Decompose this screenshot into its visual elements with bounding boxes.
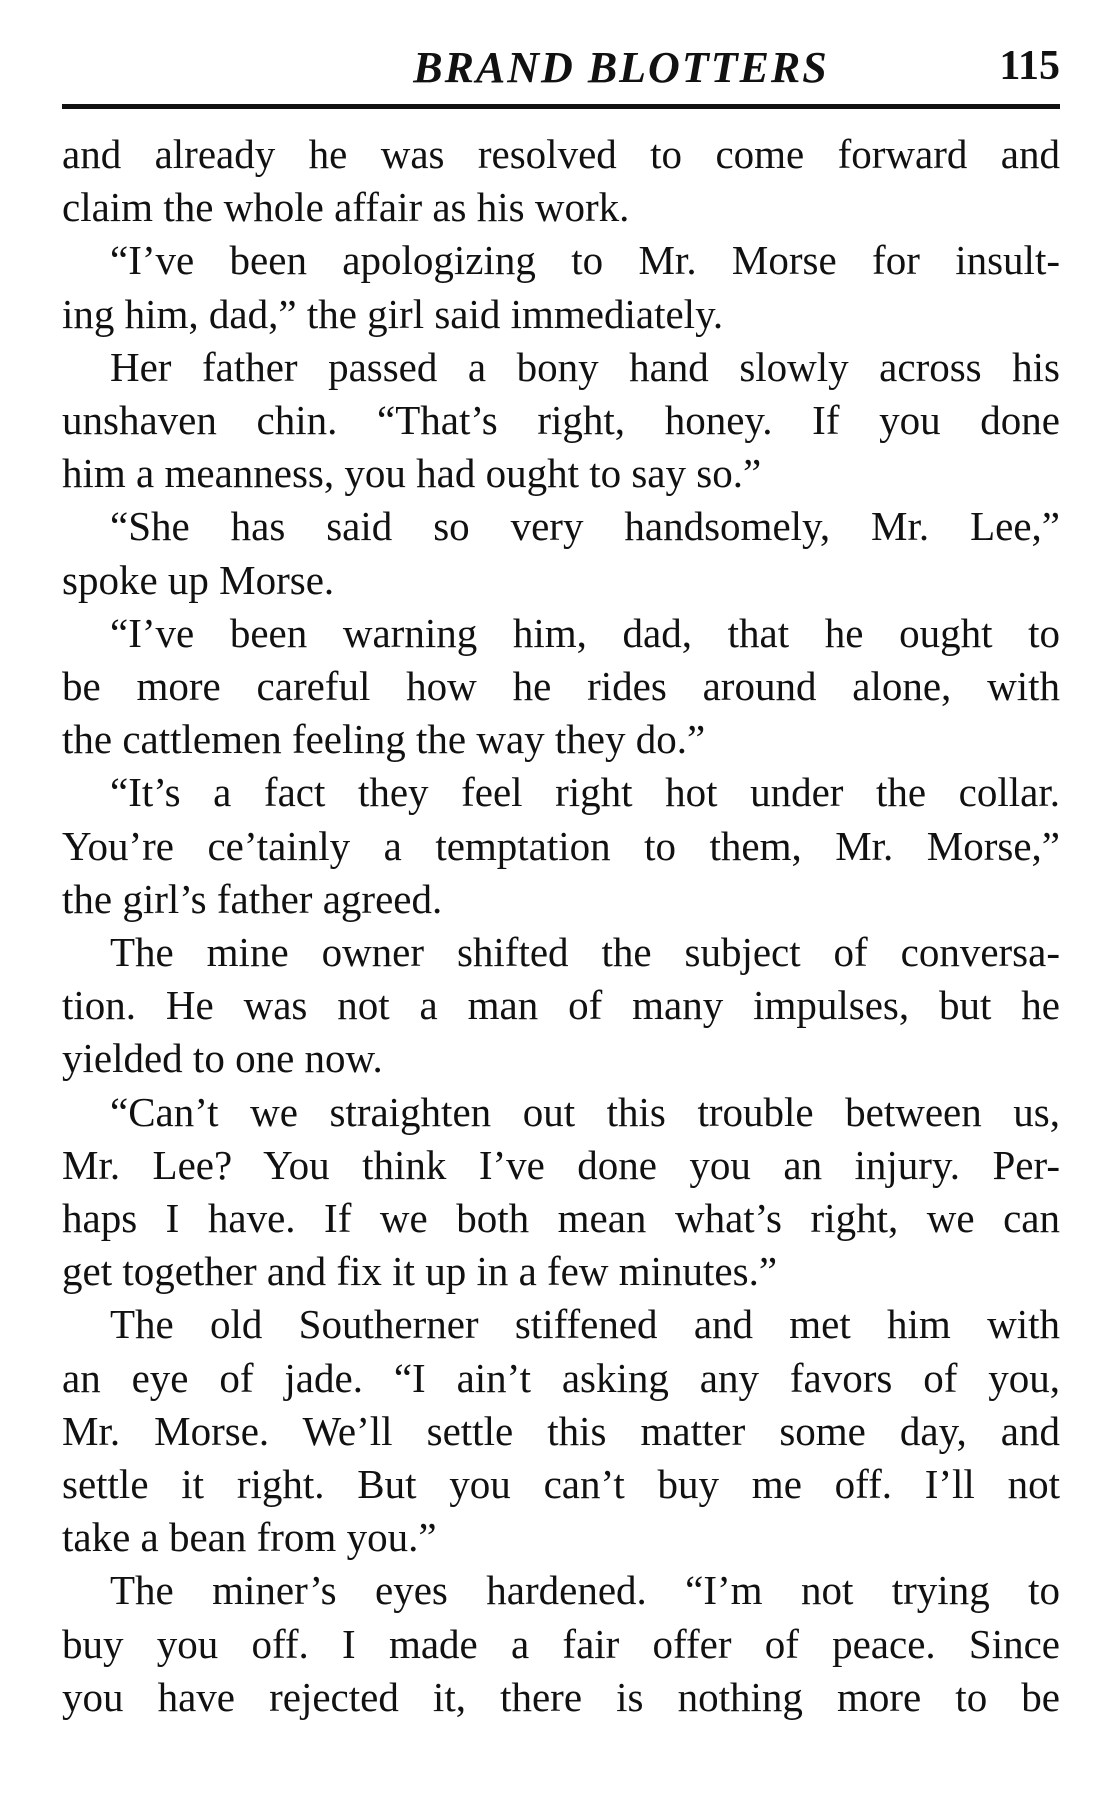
running-title: BRAND BLOTTERS (413, 43, 829, 92)
text-line: Mr. Lee? You think I’ve done you an injury. Per- (62, 1141, 1060, 1188)
text-line: Her father passed a bony hand slowly across his (110, 343, 1060, 390)
text-line: yielded to one now. (62, 1035, 383, 1082)
text-line: “She has said so very handsomely, Mr. Lee,” (110, 503, 1060, 550)
text-line: The miner’s eyes hardened. “I’m not trying to (110, 1567, 1060, 1614)
text-line: an eye of jade. “I ain’t asking any favors of you, (62, 1354, 1060, 1401)
text-line: “I’ve been warning him, dad, that he ought to (110, 609, 1060, 656)
text-line: you have rejected it, there is nothing more to be (62, 1673, 1060, 1720)
text-line: Mr. Morse. We’ll settle this matter some day, and (62, 1407, 1060, 1454)
text-line: claim the whole affair as his work. (62, 184, 630, 231)
text-line: You’re ce’tainly a temptation to them, Mr. Morse,” (62, 822, 1060, 869)
text-line: buy you off. I made a fair offer of peace. Since (62, 1620, 1060, 1667)
text-line: him a meanness, you had ought to say so.” (62, 450, 762, 497)
text-line: the girl’s father agreed. (62, 875, 443, 922)
text-line: “I’ve been apologizing to Mr. Morse for insult- (110, 237, 1060, 284)
text-line: haps I have. If we both mean what’s right, we can (62, 1195, 1060, 1242)
body-text (62, 128, 1060, 1724)
header-rule (62, 104, 1060, 109)
text-line: “It’s a fact they feel right hot under the collar. (110, 769, 1060, 816)
text-line: be more careful how he rides around alone, with (62, 663, 1060, 710)
text-line: The old Southerner stiffened and met him with (110, 1301, 1060, 1348)
text-line: and already he was resolved to come forward and (62, 131, 1060, 177)
text-line: The mine owner shifted the subject of conversa- (110, 929, 1060, 976)
text-line: unshaven chin. “That’s right, honey. If you done (62, 397, 1060, 444)
page-number: 115 (999, 43, 1060, 89)
text-line: the cattlemen feeling the way they do.” (62, 716, 706, 763)
text-line: tion. He was not a man of many impulses, but he (62, 982, 1060, 1029)
text-line: ing him, dad,” the girl said immediately. (62, 290, 724, 337)
text-line: “Can’t we straighten out this trouble between us, (110, 1088, 1060, 1135)
text-line: spoke up Morse. (62, 556, 335, 603)
text-line: take a bean from you.” (62, 1514, 437, 1561)
text-line: get together and fix it up in a few minutes.” (62, 1248, 778, 1295)
running-head (62, 36, 1060, 96)
text-line: settle it right. But you can’t buy me off. I’ll not (62, 1461, 1060, 1508)
